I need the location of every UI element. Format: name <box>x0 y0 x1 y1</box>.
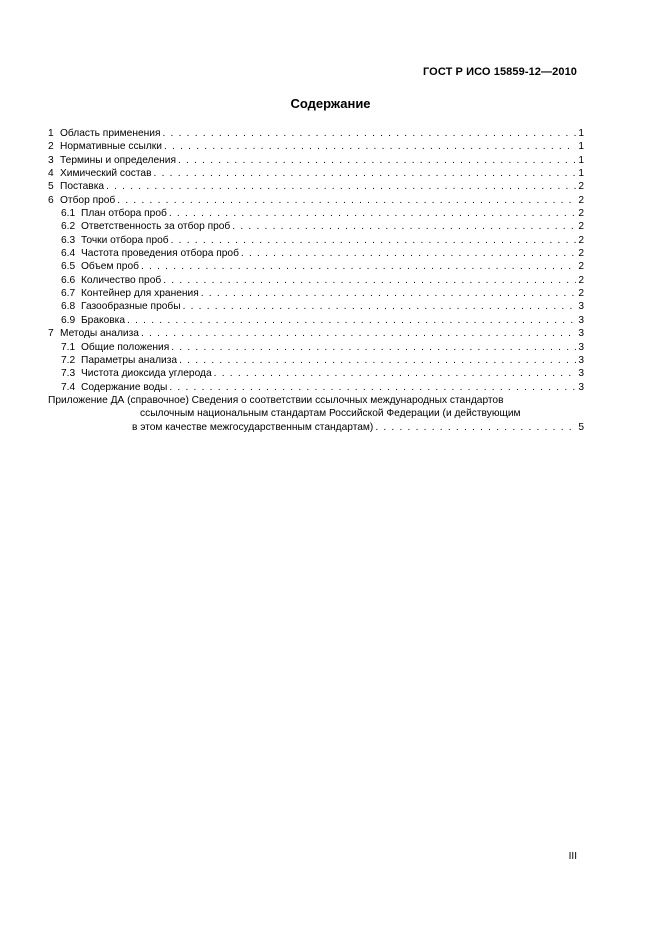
toc-entry <box>48 287 584 300</box>
annex-line-3-text: в этом качестве межгосударственным стандартам) <box>132 421 374 433</box>
toc-entry <box>48 154 584 167</box>
toc-entry-label: Параметры анализа <box>81 354 178 366</box>
toc-entry-number: 2 <box>48 141 54 153</box>
toc-entry <box>48 314 584 327</box>
toc-entry <box>48 300 584 313</box>
toc-leader-dots <box>106 180 576 193</box>
toc-leader-dots <box>171 341 576 354</box>
toc-page-number: 2 <box>578 221 584 233</box>
toc-page-number: 5 <box>578 421 584 433</box>
toc-entry-label: Общие положения <box>81 341 170 353</box>
toc-entry-number: 7.3 <box>61 368 76 380</box>
toc-page-number: 2 <box>578 208 584 220</box>
toc-leader-dots <box>141 260 576 273</box>
annex-line-1: Приложение ДА (справочное) Сведения о соответствии ссылочных международных стандартов <box>48 394 504 406</box>
toc-entry-label: Поставка <box>60 181 105 193</box>
toc-entry-number: 6.6 <box>61 274 76 286</box>
toc-entry <box>48 207 584 220</box>
toc-page-number: 2 <box>578 248 584 260</box>
toc-entry-label: Ответственность за отбор проб <box>81 221 231 233</box>
toc-entry <box>48 260 584 273</box>
toc-entry-label: Содержание воды <box>81 381 168 393</box>
toc-page-number: 3 <box>578 368 584 380</box>
toc-entry-number: 7.1 <box>61 341 76 353</box>
toc-page-number: 2 <box>578 274 584 286</box>
toc-leader-dots <box>201 287 577 300</box>
toc-entry-number: 6.3 <box>61 234 76 246</box>
toc-leader-dots <box>141 327 576 340</box>
toc-annex-entry <box>48 394 584 434</box>
toc-entry-number: 6.9 <box>61 314 76 326</box>
toc-entry-label: Нормативные ссылки <box>60 141 162 153</box>
toc-entries <box>48 127 584 394</box>
toc-entry <box>48 354 584 367</box>
toc-entry-label: Частота проведения отбора проб <box>81 248 239 260</box>
toc-leader-dots <box>241 247 576 260</box>
toc-entry-number: 6.2 <box>61 221 76 233</box>
toc-page-number: 3 <box>578 354 584 366</box>
toc-page-number: 3 <box>578 341 584 353</box>
toc-entry-label: Чистота диоксида углерода <box>81 368 212 380</box>
toc-entry <box>48 367 584 380</box>
toc-leader-dots <box>154 167 577 180</box>
toc-leader-dots <box>127 314 576 327</box>
toc-entry <box>48 381 584 394</box>
toc-entry <box>48 327 584 340</box>
toc-entry-label: Количество проб <box>81 274 162 286</box>
toc-page-number: 3 <box>578 381 584 393</box>
toc-entry <box>48 180 584 193</box>
toc-leader-dots <box>214 367 577 380</box>
toc-page-number: 1 <box>578 128 584 139</box>
toc-leader-dots <box>162 127 576 140</box>
toc-leader-dots <box>169 381 576 394</box>
toc-entry <box>48 274 584 287</box>
toc-entry <box>48 167 584 180</box>
toc-entry-number: 6.4 <box>61 248 76 260</box>
toc-leader-dots <box>178 154 576 167</box>
toc-page-number: 3 <box>578 314 584 326</box>
toc-page-number: 2 <box>578 261 584 273</box>
toc-leader-dots <box>179 354 576 367</box>
toc-leader-dots <box>171 234 577 247</box>
page-title: Содержание <box>290 96 371 111</box>
toc-entry-label: Газообразные пробы <box>81 301 181 313</box>
toc-leader-dots <box>163 274 576 287</box>
toc-entry-label: Отбор проб <box>60 194 116 206</box>
toc-entry-number: 6.1 <box>61 208 76 220</box>
toc-entry-number: 3 <box>48 154 54 166</box>
toc-leader-dots <box>375 421 576 434</box>
toc-page-number: 1 <box>578 168 584 180</box>
toc-entry-label: Область применения <box>60 128 161 139</box>
page-folio: III <box>568 851 577 862</box>
toc-entry-label: Термины и определения <box>60 154 176 166</box>
toc-entry <box>48 247 584 260</box>
toc-leader-dots <box>169 207 576 220</box>
toc-entry-number: 5 <box>48 181 54 193</box>
toc-entry-number: 4 <box>48 168 54 180</box>
toc-page-number: 1 <box>578 141 584 153</box>
toc-entry <box>48 127 584 140</box>
toc-page-number: 2 <box>578 181 584 193</box>
toc-entry <box>48 140 584 153</box>
toc-entry-number: 6.8 <box>61 301 76 313</box>
toc-entry-label: Методы анализа <box>60 328 139 340</box>
toc-entry-label: Точки отбора проб <box>81 234 169 246</box>
document-code: ГОСТ Р ИСО 15859-12—2010 <box>422 66 577 78</box>
annex-line-2: ссылочным национальным стандартам Российской Федерации (и действующим <box>140 408 521 420</box>
toc-entry <box>48 234 584 247</box>
toc-entry-number: 6.5 <box>61 261 76 273</box>
toc-entry-number: 7.2 <box>61 354 76 366</box>
toc-entry-label: Химический состав <box>60 168 152 180</box>
toc-leader-dots <box>232 220 576 233</box>
toc-entry <box>48 341 584 354</box>
toc-leader-dots <box>183 300 577 313</box>
toc-entry-number: 7 <box>48 328 54 340</box>
toc-entry-number: 7.4 <box>61 381 76 393</box>
toc-leader-dots <box>117 194 576 207</box>
toc-entry-number: 6.7 <box>61 288 76 300</box>
table-of-contents <box>48 127 584 434</box>
annex-line-3 <box>48 421 584 434</box>
toc-page-number: 2 <box>578 288 584 300</box>
toc-entry-label: Объем проб <box>81 261 139 273</box>
toc-page-number: 2 <box>578 234 584 246</box>
toc-entry <box>48 220 584 233</box>
toc-leader-dots <box>164 140 576 153</box>
toc-entry-number: 1 <box>48 128 54 139</box>
toc-page-number: 1 <box>578 154 584 166</box>
toc-entry-label: План отбора проб <box>81 208 167 220</box>
toc-entry-label: Браковка <box>81 314 126 326</box>
toc-page-number: 3 <box>578 328 584 340</box>
toc-page-number: 2 <box>578 194 584 206</box>
toc-page-number: 3 <box>578 301 584 313</box>
toc-entry <box>48 194 584 207</box>
toc-entry-number: 6 <box>48 194 54 206</box>
toc-entry-label: Контейнер для хранения <box>81 288 199 300</box>
